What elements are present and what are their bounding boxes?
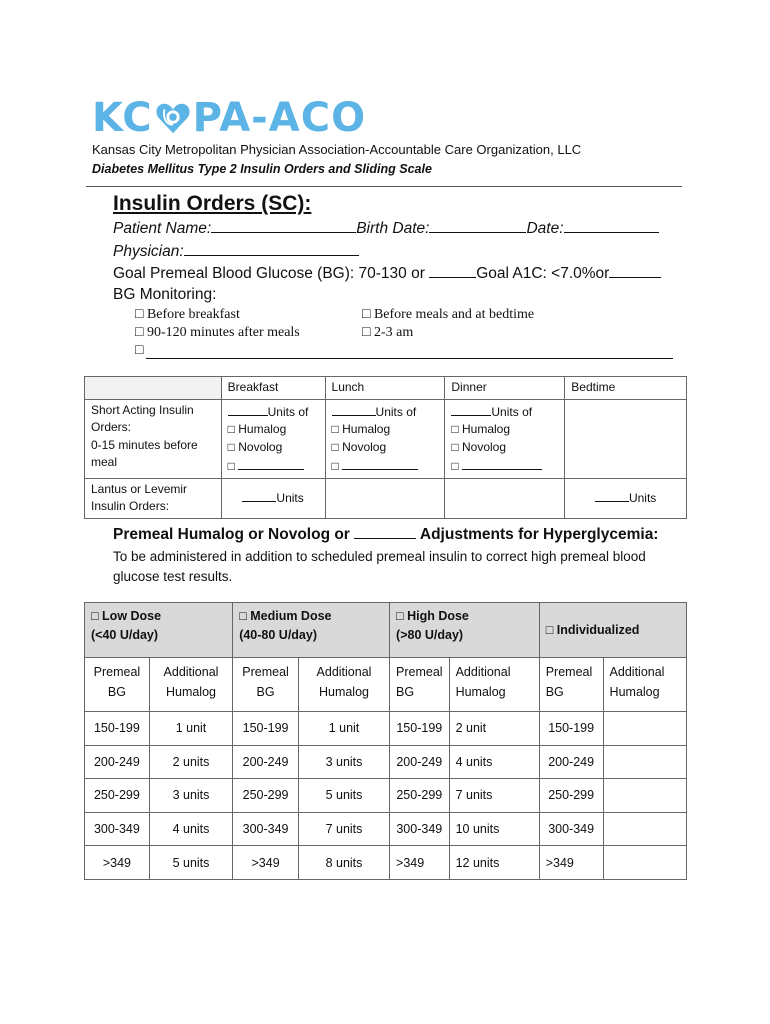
kcmpa-aco-logo	[92, 95, 367, 141]
table-row: 250-299 3 units 250-299 5 units 250-299 7 units 250-299	[85, 779, 687, 813]
checkbox-icon[interactable]: □	[451, 459, 459, 473]
premeal-description: To be administered in addition to scheduled premeal insulin to correct high premeal blood glucose test results.	[113, 549, 646, 584]
low-dose-header[interactable]: □ Low Dose (<40 U/day)	[85, 603, 233, 658]
checkbox-icon[interactable]: □	[451, 422, 459, 436]
premeal-insulin-field[interactable]	[354, 525, 416, 539]
option-before-breakfast[interactable]: □ Before breakfast	[135, 307, 240, 322]
checkbox-icon[interactable]: □	[545, 622, 554, 637]
logo-text-left: KC	[92, 95, 153, 141]
date-field[interactable]	[564, 219, 659, 233]
date-label: Date:	[526, 220, 564, 237]
birth-date-field[interactable]	[429, 219, 526, 233]
medium-dose-header[interactable]: □ Medium Dose (40-80 U/day)	[233, 603, 390, 658]
checkbox-icon[interactable]: □	[331, 439, 339, 454]
checkbox-icon[interactable]: □	[135, 343, 144, 358]
goal-a1c-label: Goal A1C: <7.0%or	[476, 265, 610, 282]
checkbox-icon[interactable]: □	[362, 307, 371, 322]
header-lunch: Lunch	[325, 377, 445, 400]
lunch-short-acting[interactable]: Units of □ Humalog □ Novolog □	[325, 399, 445, 478]
dinner-lantus[interactable]	[445, 478, 565, 518]
physician-line	[113, 242, 359, 261]
checkbox-icon[interactable]: □	[451, 439, 459, 454]
header-blank	[85, 377, 222, 400]
document-subtitle: Diabetes Mellitus Type 2 Insulin Orders and Sliding Scale	[92, 162, 432, 176]
dose-header-row	[85, 603, 687, 658]
physician-field[interactable]	[184, 242, 359, 256]
organization-name: Kansas City Metropolitan Physician Association-Accountable Care Organization, LLC	[92, 142, 582, 157]
short-acting-row	[85, 399, 687, 478]
high-dose-header[interactable]: □ High Dose (>80 U/day)	[390, 603, 540, 658]
header-bedtime: Bedtime	[565, 377, 687, 400]
checkbox-icon[interactable]: □	[227, 422, 235, 436]
premeal-adjustments-heading: Premeal Humalog or Novolog or Adjustments for Hyperglycemia:	[113, 526, 659, 543]
table-row: 300-349 4 units 300-349 7 units 300-349 10 units 300-349	[85, 812, 687, 846]
checkbox-icon[interactable]: □	[135, 325, 144, 340]
goal-line	[113, 264, 661, 283]
goal-bg-label: Goal Premeal Blood Glucose (BG): 70-130 or	[113, 265, 430, 282]
high-premeal-bg-header: Premeal BG	[390, 658, 450, 712]
option-90-120-after-meals[interactable]: □ 90-120 minutes after meals	[135, 325, 300, 340]
heart-stethoscope-icon	[154, 99, 192, 137]
option-before-meals-bedtime[interactable]: □ Before meals and at bedtime	[362, 307, 535, 322]
goal-bg-field[interactable]	[429, 264, 476, 278]
breakfast-lantus[interactable]: Units	[221, 478, 325, 518]
checkbox-icon[interactable]: □	[396, 609, 404, 623]
birth-date-label: Birth Date:	[356, 220, 430, 237]
bg-monitoring-label: BG Monitoring:	[113, 286, 217, 303]
checkbox-icon[interactable]: □	[331, 459, 339, 473]
header-dinner: Dinner	[445, 377, 565, 400]
goal-a1c-field[interactable]	[609, 264, 661, 278]
column-subheader-row	[85, 658, 687, 712]
checkbox-icon[interactable]: □	[227, 459, 235, 473]
physician-label: Physician:	[113, 243, 184, 260]
individual-additional-header: Additional Humalog	[603, 658, 686, 712]
bedtime-lantus[interactable]: Units	[565, 478, 687, 518]
header-divider	[86, 186, 682, 187]
header-breakfast: Breakfast	[221, 377, 325, 400]
bedtime-short-acting[interactable]	[565, 399, 687, 478]
patient-name-field[interactable]	[211, 219, 356, 233]
checkbox-icon[interactable]: □	[239, 609, 247, 623]
patient-line	[113, 219, 659, 238]
checkbox-icon[interactable]: □	[227, 439, 235, 454]
checkbox-icon[interactable]: □	[135, 307, 144, 322]
option-other[interactable]	[135, 343, 143, 359]
sliding-scale-table	[84, 602, 687, 880]
checkbox-icon[interactable]: □	[91, 609, 99, 623]
breakfast-short-acting[interactable]: Units of □ Humalog □ Novolog □	[221, 399, 325, 478]
high-additional-header: Additional Humalog	[449, 658, 539, 712]
patient-name-label: Patient Name:	[113, 220, 212, 237]
table-row: 200-249 2 units 200-249 3 units 200-249 4 units 200-249	[85, 745, 687, 779]
lunch-lantus[interactable]	[325, 478, 445, 518]
insulin-orders-title: Insulin Orders (SC):	[113, 192, 312, 215]
individual-premeal-bg-header: Premeal BG	[539, 658, 603, 712]
insulin-schedule-table	[84, 376, 687, 519]
dinner-short-acting[interactable]: Units of □ Humalog □ Novolog □	[445, 399, 565, 478]
short-acting-label: Short Acting Insulin Orders: 0-15 minutes before meal	[85, 399, 222, 478]
table-row: 150-199 1 unit 150-199 1 unit 150-199 2 unit 150-199	[85, 712, 687, 746]
lantus-row	[85, 478, 687, 518]
checkbox-icon[interactable]: □	[362, 325, 371, 340]
checkbox-icon[interactable]: □	[331, 422, 339, 436]
table-row: >349 5 units >349 8 units >349 12 units >349	[85, 846, 687, 880]
other-option-field[interactable]	[146, 358, 673, 359]
low-premeal-bg-header: Premeal BG	[85, 658, 150, 712]
individualized-header[interactable]: □ Individualized	[539, 603, 686, 658]
schedule-header-row	[85, 377, 687, 400]
medium-premeal-bg-header: Premeal BG	[233, 658, 299, 712]
medium-additional-header: Additional Humalog	[298, 658, 389, 712]
logo-text-right: PA-ACO	[192, 95, 367, 141]
option-2-3-am[interactable]: □ 2-3 am	[362, 325, 414, 340]
low-additional-header: Additional Humalog	[149, 658, 232, 712]
lantus-label: Lantus or Levemir Insulin Orders:	[85, 478, 222, 518]
